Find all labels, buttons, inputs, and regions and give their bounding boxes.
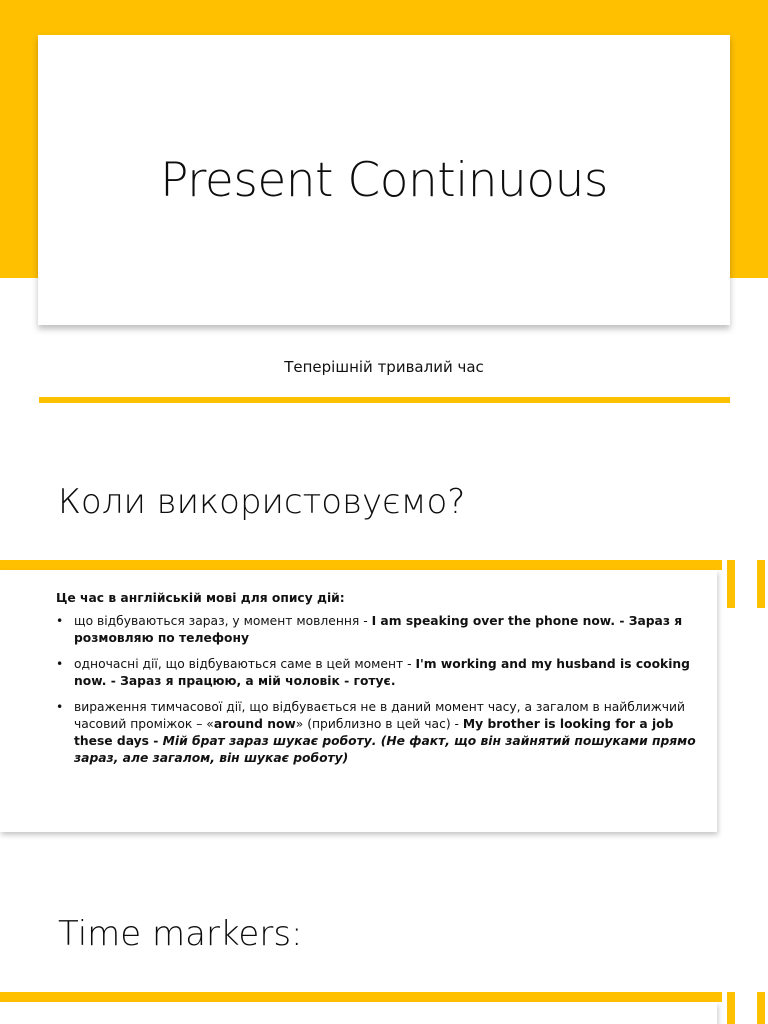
usage-translation: Мій брат зараз шукає роботу. (Не факт, що він зайнятий пошуками прямо зараз, але загалом, він шукає роботу): [74, 734, 696, 765]
bullet-icon: •: [56, 700, 64, 714]
slide-subtitle: Теперішній тривалий час: [284, 358, 484, 376]
slide-title: Present Continuous: [160, 152, 608, 208]
decor-vertical-bar: [727, 560, 735, 608]
decor-vertical-bar: [757, 560, 765, 608]
section-heading-time-markers: Time markers:: [58, 914, 303, 954]
usage-content-card: [0, 570, 717, 832]
subtitle-underline: [39, 397, 730, 403]
usage-intro: Це час в англійській мові для опису дій:: [56, 591, 345, 605]
usage-example: I am speaking over the phone now. - Зараз я розмовляю по телефону: [74, 614, 683, 645]
usage-keyword: around now: [213, 717, 296, 731]
decor-vertical-bar: [757, 992, 765, 1024]
usage-example: My brother is looking for a job these days -: [74, 717, 674, 748]
content-card-top-bar: [0, 560, 722, 570]
list-item: [56, 613, 696, 647]
usage-text: що відбуваються зараз, у момент мовлення -: [74, 614, 372, 628]
list-item: [56, 699, 696, 767]
time-markers-card: [0, 1002, 717, 1024]
content-card-top-bar: [0, 992, 722, 1002]
list-item: [56, 656, 696, 690]
bullet-icon: •: [56, 657, 64, 671]
usage-content: [56, 590, 696, 776]
usage-list: [56, 613, 696, 767]
title-slide-card: [38, 35, 730, 325]
usage-text: » (приблизно в цей час) -: [295, 717, 463, 731]
decor-vertical-bar: [727, 992, 735, 1024]
bullet-icon: •: [56, 614, 64, 628]
section-heading-usage: Коли використовуємо?: [58, 482, 466, 522]
usage-example: I'm working and my husband is cooking now. - Зараз я працюю, а мій чоловік - готує.: [74, 657, 690, 688]
usage-text: одночасні дії, що відбуваються саме в цей момент -: [74, 657, 416, 671]
usage-text: вираження тимчасової дії, що відбувається не в даний момент часу, а загалом в найближчий часовий проміжок – «: [74, 700, 686, 731]
